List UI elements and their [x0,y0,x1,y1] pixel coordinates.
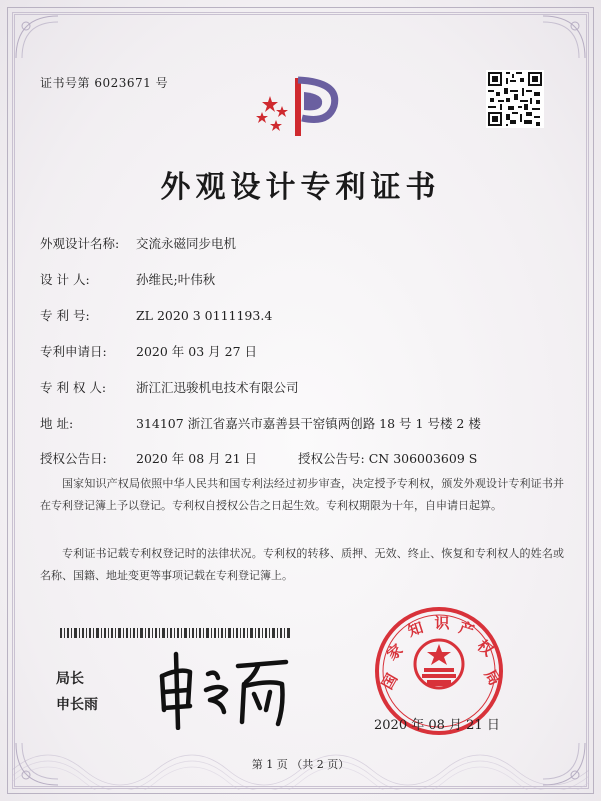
field-patentee [40,378,299,396]
statement-paragraph-2: 专利证书记载专利权登记时的法律状况。专利权的转移、质押、无效、终止、恢复和专利权人的姓名或名称、国籍、地址变更等事项记载在专利登记簿上。 [40,547,564,582]
filing-date-value: 2020 年 03 月 27 日 [136,344,257,359]
grant-no-value: CN 306003609 S [368,451,478,466]
filing-date-label: 专利申请日: [40,344,107,359]
design-name-value: 交流永磁同步电机 [136,236,237,251]
svg-text:国: 国 [378,670,402,693]
patent-no-value: ZL 2020 3 0111193.4 [136,308,273,323]
barcode-icon [60,628,290,638]
certificate-title: 外观设计专利证书 [160,170,441,205]
certificate-number [40,74,168,91]
field-filing-date [40,342,257,360]
svg-text:产: 产 [456,618,477,641]
field-address [40,414,481,432]
patent-no-label: 专 利 号: [40,308,90,323]
certificate-number-suffix: 号 [155,76,169,90]
field-patent-no [40,306,272,324]
design-name-label: 外观设计名称: [40,236,120,251]
svg-text:知: 知 [405,618,426,641]
director-title: 局长 [56,671,84,687]
grant-date-value: 2020 年 08 月 21 日 [136,451,257,466]
svg-text:识: 识 [434,614,450,632]
certificate-number-label: 证书号第 [40,76,91,90]
field-designer [40,270,215,288]
cnipa-logo-icon [248,72,358,142]
svg-text:局: 局 [480,666,504,689]
designer-value: 孙维民;叶伟秋 [136,272,216,287]
director-signature [150,640,300,730]
corner-ornament-top-right [541,14,587,60]
address-value: 314107 浙江省嘉兴市嘉善县干窑镇两创路 18 号 1 号楼 2 楼 [136,416,481,431]
field-grant-date [40,449,257,467]
field-design-name [40,234,236,252]
certificate-number-value: 6023671 [94,76,152,90]
svg-text:家: 家 [383,640,407,664]
grant-date-label: 授权公告日: [40,451,107,466]
grant-no-label: 授权公告号: [298,451,365,466]
director-name: 申长雨 [56,697,98,713]
svg-text:权: 权 [473,636,497,660]
page-number: 第 1 页 （共 2 页） [251,758,350,771]
seal-date: 2020 年 08 月 21 日 [374,718,500,733]
statement-paragraph-1: 国家知识产权局依照中华人民共和国专利法经过初步审查，决定授予专利权，颁发外观设计专利证书并在专利登记簿上予以登记。专利权自授权公告之日起生效。专利权期限为十年，自申请日起算。 [40,477,564,512]
qr-code-icon[interactable] [486,70,544,128]
patentee-label: 专 利 权 人: [40,380,107,395]
address-label: 地 址: [40,416,74,431]
corner-ornament-top-left [14,14,60,60]
patentee-value: 浙江汇迅骏机电技术有限公司 [136,380,299,395]
field-grant-no [298,449,477,467]
designer-label: 设 计 人: [40,272,90,287]
